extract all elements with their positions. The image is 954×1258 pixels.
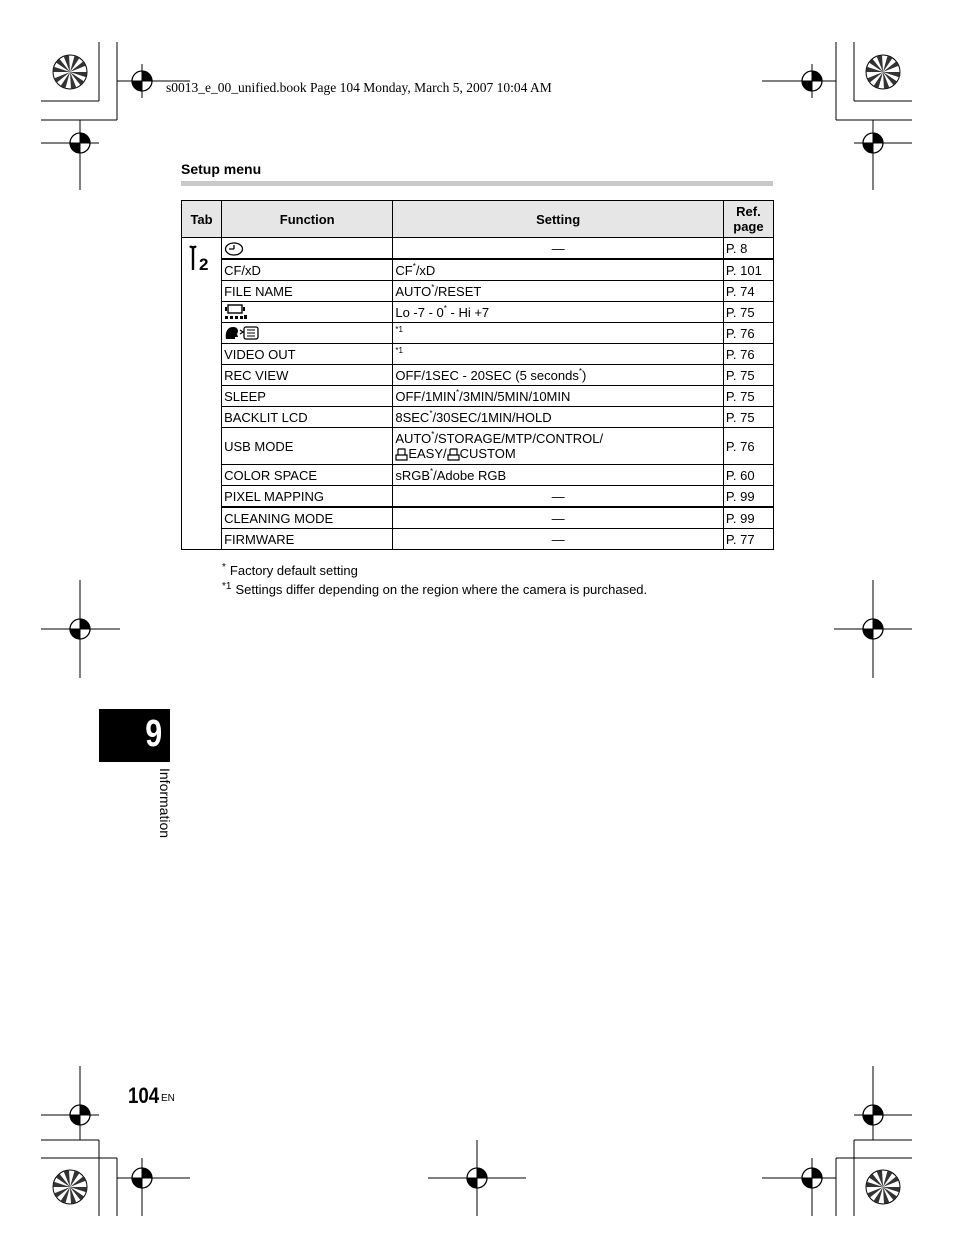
chapter-tab	[99, 709, 170, 762]
setting-cell: *1	[393, 323, 724, 344]
table-row	[182, 323, 774, 344]
function-cell	[222, 302, 393, 323]
table-row	[182, 281, 774, 302]
title-rule	[181, 181, 773, 186]
ref-cell: P. 99	[723, 507, 773, 529]
table-row	[182, 407, 774, 428]
table-row	[182, 428, 774, 465]
function-cell: REC VIEW	[222, 365, 393, 386]
function-cell: COLOR SPACE	[222, 465, 393, 486]
ref-cell: P. 75	[723, 365, 773, 386]
table-row	[182, 386, 774, 407]
function-cell: CF/xD	[222, 259, 393, 281]
setting-cell: OFF/1SEC - 20SEC (5 seconds*)	[393, 365, 724, 386]
col-header-tab: Tab	[182, 201, 222, 238]
table-row	[182, 365, 774, 386]
ref-cell: P. 76	[723, 323, 773, 344]
setting-cell: —	[393, 486, 724, 508]
col-header-function: Function	[222, 201, 393, 238]
tab-cell	[182, 238, 222, 550]
page-number: 104	[128, 1083, 160, 1108]
table-notes	[222, 560, 647, 598]
ref-cell: P. 74	[723, 281, 773, 302]
function-cell: FILE NAME	[222, 281, 393, 302]
file-info-line: s0013_e_00_unified.book Page 104 Monday, March 5, 2007 10:04 AM	[166, 80, 552, 95]
chapter-label: Information	[157, 768, 173, 839]
table-row	[182, 238, 774, 260]
setting-cell: *1	[393, 344, 724, 365]
setting-cell: sRGB*/Adobe RGB	[393, 465, 724, 486]
note-default: * Factory default setting	[222, 562, 358, 578]
table-row	[182, 344, 774, 365]
ref-cell: P. 75	[723, 302, 773, 323]
col-header-ref: Ref. page	[723, 201, 773, 238]
chapter-number: 9	[145, 713, 162, 755]
function-cell	[222, 323, 393, 344]
ref-cell: P. 75	[723, 386, 773, 407]
setting-cell: AUTO*/RESET	[393, 281, 724, 302]
function-cell	[222, 238, 393, 260]
setup-menu-table	[181, 200, 774, 550]
ref-cell: P. 101	[723, 259, 773, 281]
clock-icon	[224, 242, 244, 256]
section-title: Setup menu	[181, 161, 262, 177]
table-row	[182, 465, 774, 486]
ref-cell: P. 8	[723, 238, 773, 260]
function-cell: FIRMWARE	[222, 529, 393, 550]
wrench-2-icon	[188, 244, 212, 272]
col-header-setting: Setting	[393, 201, 724, 238]
ref-cell: P. 75	[723, 407, 773, 428]
function-cell: CLEANING MODE	[222, 507, 393, 529]
setting-cell: 8SEC*/30SEC/1MIN/HOLD	[393, 407, 724, 428]
table-row	[182, 302, 774, 323]
page-language: EN	[161, 1093, 175, 1104]
setting-cell: AUTO*/STORAGE/MTP/CONTROL/ EASY/ CUSTOM	[393, 428, 724, 465]
print-icon	[395, 448, 408, 461]
ref-cell: P. 99	[723, 486, 773, 508]
function-cell: BACKLIT LCD	[222, 407, 393, 428]
ref-cell: P. 76	[723, 428, 773, 465]
print-icon	[447, 448, 460, 461]
table-row	[182, 507, 774, 529]
svg-text:2: 2	[199, 255, 209, 272]
ref-cell: P. 77	[723, 529, 773, 550]
function-cell: VIDEO OUT	[222, 344, 393, 365]
lcd-brightness-icon	[224, 304, 248, 320]
setting-cell: CF*/xD	[393, 259, 724, 281]
table-header-row	[182, 201, 774, 238]
table-row	[182, 259, 774, 281]
function-cell: SLEEP	[222, 386, 393, 407]
function-cell: USB MODE	[222, 428, 393, 465]
setting-cell: —	[393, 529, 724, 550]
ref-cell: P. 60	[723, 465, 773, 486]
note-region: $^{*1}$ Settings differ depending on the region where the camera is purchased.	[222, 581, 648, 597]
table-row	[182, 486, 774, 508]
function-cell: PIXEL MAPPING	[222, 486, 393, 508]
language-icon	[224, 325, 260, 341]
setting-cell: —	[393, 238, 724, 260]
setting-cell: Lo -7 - 0* - Hi +7	[393, 302, 724, 323]
setting-cell: OFF/1MIN*/3MIN/5MIN/10MIN	[393, 386, 724, 407]
setting-cell: —	[393, 507, 724, 529]
ref-cell: P. 76	[723, 344, 773, 365]
table-row	[182, 529, 774, 550]
